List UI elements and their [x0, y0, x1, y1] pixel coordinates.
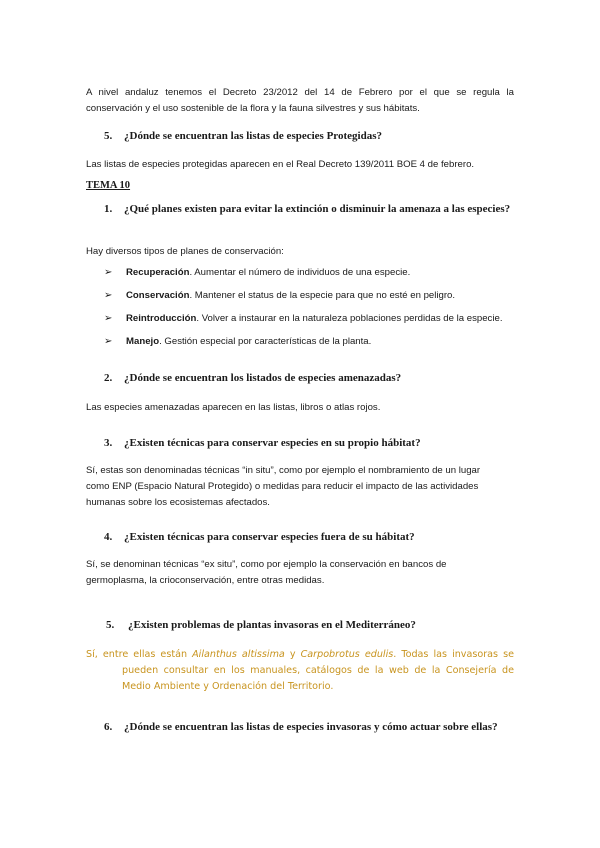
- description: . Mantener el status de la especie para que no esté en peligro.: [189, 290, 456, 301]
- question-text: ¿Dónde se encuentran los listados de especies amenazadas?: [124, 372, 402, 384]
- term: Recuperación: [126, 267, 190, 278]
- question-3-in-situ: [104, 436, 524, 452]
- arrow-bullet-icon: ➢: [104, 290, 113, 301]
- question-5-invasoras: [106, 618, 526, 634]
- arrow-bullet-icon: ➢: [104, 336, 113, 347]
- answer-4-line-1: Sí, se denominan técnicas “ex situ”, como por ejemplo la conservación en bancos de: [86, 559, 447, 570]
- question-text: ¿Existen técnicas para conservar especies fuera de su hábitat?: [124, 531, 415, 543]
- answer-suffix: . Todas las invasoras se: [393, 649, 515, 660]
- answer-3-line-3: humanas sobre los ecosistemas afectados.: [86, 497, 270, 508]
- species-ailanthus: Ailanthus altissima: [192, 649, 285, 660]
- answer-2: Las especies amenazadas aparecen en las listas, libros o atlas rojos.: [86, 402, 381, 413]
- list-item-recuperacion: [104, 266, 524, 280]
- question-1-planes: [104, 202, 524, 234]
- question-number: 3.: [104, 437, 113, 449]
- question-text: ¿Dónde se encuentran las listas de especies Protegidas?: [124, 130, 382, 142]
- arrow-bullet-icon: ➢: [104, 267, 113, 278]
- question-text: ¿Dónde se encuentran las listas de especies invasoras y cómo actuar sobre ellas?: [124, 721, 498, 733]
- question-text: ¿Existen problemas de plantas invasoras en el Mediterráneo?: [128, 619, 416, 631]
- answer-5-line-1: [86, 647, 514, 663]
- question-5-protegidas: [104, 129, 524, 145]
- answer-3-line-1: Sí, estas son denominadas técnicas “in situ”, como por ejemplo el nombramiento de un lugar: [86, 465, 481, 476]
- question-number: 5.: [106, 619, 115, 631]
- answer-5-protegidas: Las listas de especies protegidas aparecen en el Real Decreto 139/2011 BOE 4 de febrero.: [86, 159, 475, 170]
- intro-line-1: A nivel andaluz tenemos el Decreto 23/2012 del 14 de Febrero por el que se regula la: [86, 87, 514, 98]
- question-number: 4.: [104, 531, 113, 543]
- question-6-invasoras-listas: [104, 720, 524, 752]
- arrow-bullet-icon: ➢: [104, 313, 113, 324]
- list-item-manejo: [104, 335, 524, 349]
- term: Reintroducción: [126, 313, 197, 324]
- answer-4-line-2: germoplasma, la crioconservación, entre otras medidas.: [86, 575, 325, 586]
- intro-line-2: conservación y el uso sostenible de la flora y la fauna silvestres y sus hábitats.: [86, 103, 420, 114]
- list-item-reintroduccion: [104, 312, 524, 326]
- term: Conservación: [126, 290, 190, 301]
- conjunction: y: [284, 649, 301, 660]
- answer-prefix: Sí, entre ellas están: [86, 649, 193, 660]
- question-2-amenazadas: [104, 371, 524, 387]
- answer-5-line-3: Medio Ambiente y Ordenación del Territorio.: [122, 681, 334, 692]
- list-item-conservacion: [104, 289, 524, 303]
- description: . Gestión especial por características de la planta.: [159, 336, 372, 347]
- question-number: 2.: [104, 372, 113, 384]
- description: . Aumentar el número de individuos de una especie.: [189, 267, 411, 278]
- question-text: ¿Qué planes existen para evitar la extinción o disminuir la amenaza a las especies?: [124, 203, 511, 215]
- question-number: 5.: [104, 130, 113, 142]
- section-heading-tema-10: TEMA 10: [86, 180, 131, 191]
- description: . Volver a instaurar en la naturaleza poblaciones perdidas de la especie.: [196, 313, 503, 324]
- question-number: 6.: [104, 721, 113, 733]
- answer-5-line-2: pueden consultar en los manuales, catálogos de la web de la Consejería de: [122, 665, 514, 676]
- question-text: ¿Existen técnicas para conservar especies en su propio hábitat?: [124, 437, 421, 449]
- term: Manejo: [126, 336, 160, 347]
- species-carpobrotus: Carpobrotus edulis: [300, 649, 394, 660]
- answer-3-line-2: como ENP (Espacio Natural Protegido) o medidas para reducir el impacto de las actividades: [86, 481, 479, 492]
- question-number: 1.: [104, 203, 113, 215]
- question-4-ex-situ: [104, 530, 524, 546]
- answer-1-intro: Hay diversos tipos de planes de conservación:: [86, 246, 284, 257]
